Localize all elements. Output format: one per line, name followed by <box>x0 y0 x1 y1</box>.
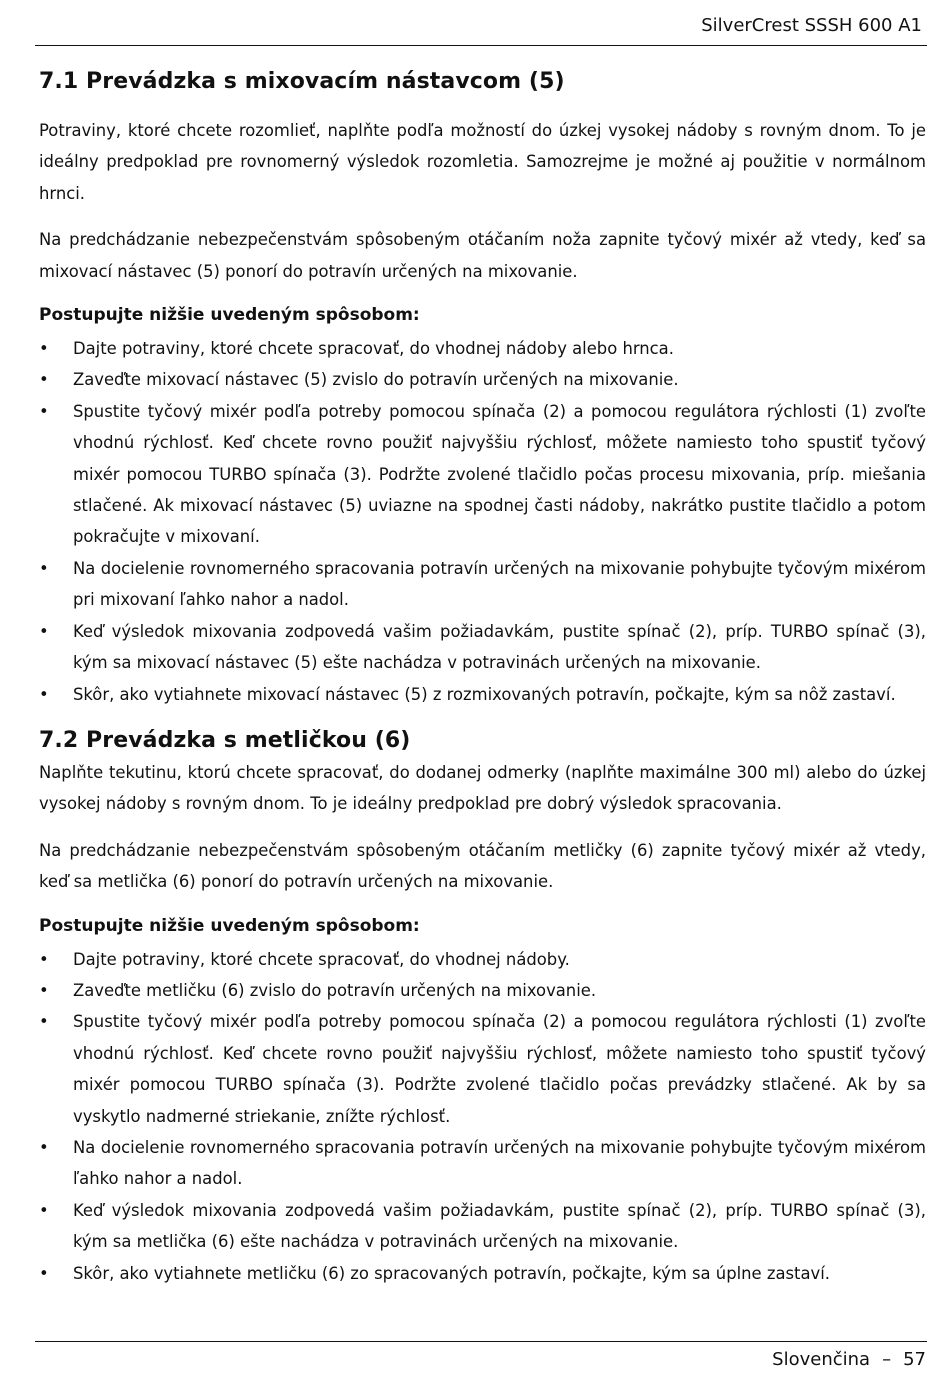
footer-language: Slovenčina <box>772 1349 871 1370</box>
list-item-text: Na docielenie rovnomerného spracovania potravín určených na mixovanie pohybujte tyčovým mixérom pri mixovaní ľahko nahor a nadol. <box>73 558 926 610</box>
bullet-icon: • <box>39 401 49 421</box>
list-item <box>39 944 926 975</box>
list-item <box>39 333 926 364</box>
section-7-2-instructions-heading: Postupujte nižšie uvedeným spôsobom: <box>39 915 420 936</box>
bullet-icon: • <box>39 370 49 390</box>
header-rule <box>35 45 927 46</box>
list-item-text: Skôr, ako vytiahnete metličku (6) zo spracovaných potravín, počkajte, kým sa úplne zastaví. <box>73 1263 830 1283</box>
bullet-icon: • <box>39 621 49 641</box>
list-item <box>39 1132 926 1195</box>
list-item-text: Spustite tyčový mixér podľa potreby pomocou spínača (2) a pomocou regulátora rýchlosti (1) zvoľte vhodnú rýchlosť. Keď chcete rovno použiť najvyššiu rýchlosť, môžete namiesto toho spustiť tyčový mixér pomocou TURBO spínača (3). Podržte zvolené tlačidlo počas prevádzky stlačené. Ak by sa vyskytlo nadmerné striekanie, znížte rýchlosť. <box>73 1012 926 1126</box>
section-heading-7-2: 7.2 Prevádzka s metličkou (6) <box>39 727 411 753</box>
page-content <box>39 66 926 1289</box>
bullet-icon: • <box>39 1137 49 1157</box>
list-item <box>39 1258 926 1289</box>
list-item-text: Skôr, ako vytiahnete mixovací nástavec (5) z rozmixovaných potravín, počkajte, kým sa nôž zastaví. <box>73 684 896 704</box>
list-item-text: Zaveďte metličku (6) zvislo do potravín určených na mixovanie. <box>73 980 597 1000</box>
list-item <box>39 1006 926 1132</box>
section-7-1-paragraph-2: Na predchádzanie nebezpečenstvám spôsobeným otáčaním noža zapnite tyčový mixér až vtedy, keď sa mixovací nástavec (5) ponorí do potravín určených na mixovanie. <box>39 230 926 281</box>
list-item <box>39 679 926 710</box>
list-item <box>39 1195 926 1258</box>
section-7-1-paragraph-1: Potraviny, ktoré chcete rozomlieť, naplňte podľa možností do úzkej vysokej nádoby s rovným dnom. To je ideálny predpoklad pre rovnomerný výsledok rozomletia. Samozrejme je možné aj použitie v normálnom hrnci. <box>39 121 926 203</box>
footer-separator: – <box>882 1349 892 1370</box>
section-heading-7-1: 7.1 Prevádzka s mixovacím nástavcom (5) <box>39 69 565 94</box>
bullet-icon: • <box>39 1263 49 1283</box>
bullet-icon: • <box>39 684 49 704</box>
bullet-icon: • <box>39 558 49 578</box>
page-number: 57 <box>903 1349 926 1370</box>
list-item-text: Zaveďte mixovací nástavec (5) zvislo do potravín určených na mixovanie. <box>73 370 679 390</box>
list-item-text: Spustite tyčový mixér podľa potreby pomocou spínača (2) a pomocou regulátora rýchlosti (1) zvoľte vhodnú rýchlosť. Keď chcete rovno použiť najvyššiu rýchlosť, môžete namiesto toho spustiť tyčový mixér pomocou TURBO spínača (3). Podržte zvolené tlačidlo počas procesu mixovania, príp. miešania stlačené. Ak mixovací nástavec (5) uviazne na spodnej časti nádoby, nakrátko pustite tlačidlo a potom pokračujte v mixovaní. <box>73 401 926 547</box>
footer-rule <box>35 1341 927 1342</box>
section-7-2-paragraph-2: Na predchádzanie nebezpečenstvám spôsobeným otáčaním metličky (6) zapnite tyčový mixér až vtedy, keď sa metlička (6) ponorí do potravín určených na mixovanie. <box>39 840 926 892</box>
list-item <box>39 396 926 553</box>
section-7-2-bullet-list <box>39 944 926 1289</box>
list-item-text: Dajte potraviny, ktoré chcete spracovať, do vhodnej nádoby alebo hrnca. <box>73 339 674 359</box>
page-footer <box>772 1348 926 1372</box>
list-item-text: Na docielenie rovnomerného spracovania potravín určených na mixovanie pohybujte tyčovým mixérom ľahko nahor a nadol. <box>73 1137 926 1189</box>
bullet-icon: • <box>39 949 49 969</box>
list-item-text: Keď výsledok mixovania zodpovedá vašim požiadavkám, pustite spínač (2), príp. TURBO spínač (3), kým sa mixovací nástavec (5) ešte nachádza v potravinách určených na mixovanie. <box>73 621 926 673</box>
list-item <box>39 364 926 395</box>
document-header-title: SilverCrest SSSH 600 A1 <box>701 15 922 36</box>
section-7-1-instructions-heading: Postupujte nižšie uvedeným spôsobom: <box>39 305 420 326</box>
section-7-2-paragraph-1: Naplňte tekutinu, ktorú chcete spracovať, do dodanej odmerky (naplňte maximálne 300 ml) alebo do úzkej vysokej nádoby s rovným dnom. To je ideálny predpoklad pre dobrý výsledok spracovania. <box>39 762 926 814</box>
bullet-icon: • <box>39 1012 49 1032</box>
bullet-icon: • <box>39 339 49 359</box>
list-item-text: Dajte potraviny, ktoré chcete spracovať, do vhodnej nádoby. <box>73 949 570 969</box>
section-7-1-bullet-list <box>39 333 926 710</box>
bullet-icon: • <box>39 980 49 1000</box>
bullet-icon: • <box>39 1200 49 1220</box>
list-item <box>39 553 926 616</box>
list-item <box>39 616 926 679</box>
list-item <box>39 975 926 1006</box>
list-item-text: Keď výsledok mixovania zodpovedá vašim požiadavkám, pustite spínač (2), príp. TURBO spínač (3), kým sa metlička (6) ešte nachádza v potravinách určených na mixovanie. <box>73 1200 926 1252</box>
